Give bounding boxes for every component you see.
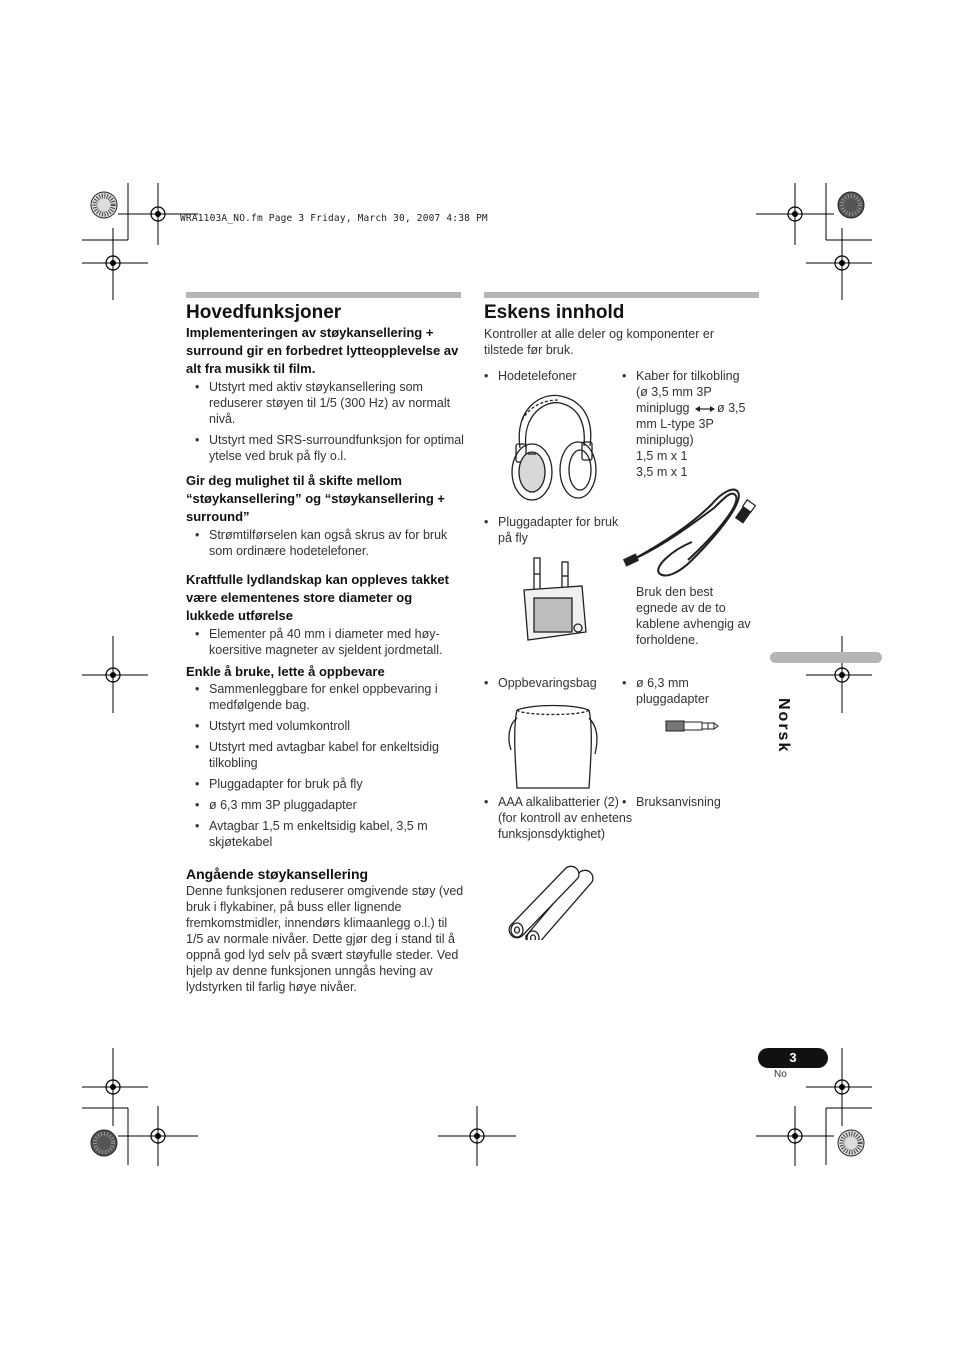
item-cable: • Kaber for tilkobling (ø 3,5 mm 3P miniplugg ø 3,5 mm L-type 3P miniplugg) 1,5 m x 1 3,5 m x 1 [622, 369, 746, 479]
item-plugadapter: • Pluggadapter for bruk på fly [484, 515, 619, 545]
list-item: • Sammenleggbare for enkel oppbevaring i medfølgende bag. [186, 681, 464, 713]
list-item: • Avtagbar 1,5 m enkeltsidig kabel, 3,5 m skjøtekabel [186, 818, 464, 850]
section-bar-right [484, 292, 759, 298]
cable-note: Bruk den best egnede av de to kablene avhengig av forholdene. [636, 585, 751, 647]
list-item: • ø 6,3 mm 3P pluggadapter [186, 797, 464, 813]
s4-heading: Enkle å bruke, lette å oppbevare [186, 664, 385, 679]
side-tab-bar [770, 652, 882, 663]
left-column [186, 324, 464, 995]
list-item: • Utstyrt med volumkontroll [186, 718, 464, 734]
file-header: WRA1103A_NO.fm Page 3 Friday, March 30, 2007 4:38 PM [180, 213, 488, 224]
section-bar-left [186, 292, 461, 298]
cable-illustration [622, 484, 762, 584]
plug63-illustration [664, 718, 720, 734]
item-manual: • Bruksanvisning [622, 795, 721, 809]
right-intro: Kontroller at alle deler og komponenter er tilstede før bruk. [484, 327, 714, 357]
item-headphones: • Hodetelefoner [484, 369, 577, 383]
headphones-illustration [502, 388, 602, 510]
s2-heading: Gir deg mulighet til å skifte mellom “støykansellering” og “støykansellering + surround” [186, 473, 446, 524]
batteries-illustration [504, 864, 604, 940]
list-item: • Pluggadapter for bruk på fly [186, 776, 464, 792]
s2-list [186, 527, 464, 559]
s1-list [186, 379, 464, 464]
plug-adapter-illustration [520, 556, 590, 646]
left-title: Hovedfunksjoner [186, 302, 342, 323]
page-number: 3 [758, 1048, 828, 1068]
item-bag: • Oppbevaringsbag [484, 676, 597, 690]
double-arrow-icon [695, 405, 715, 413]
list-item: • Strømtilførselen kan også skrus av for bruk som ordinære hodetelefoner. [186, 527, 464, 559]
list-item: • Utstyrt med SRS-surroundfunksjon for optimal ytelse ved bruk på fly o.l. [186, 432, 464, 464]
item-plug63: • ø 6,3 mm pluggadapter [622, 676, 709, 706]
s4-list [186, 681, 464, 850]
list-item: • Elementer på 40 mm i diameter med høy-koersitive magneter av sjeldent jordmetall. [186, 626, 464, 658]
s5-heading: Angående støykansellering [186, 866, 369, 882]
s3-heading: Kraftfulle lydlandskap kan oppleves takket være elementenes store diameter og lukkede utførelse [186, 572, 449, 623]
s5-body: Denne funksjonen reduserer omgivende støy (ved bruk i flykabiner, på buss eller lignende fremkomstmidler, innendørs klimaanlegg o.l.) til 1/5 av normale nivåer. Dette gjør deg i stand til å oppnå god lyd selv på svært støyfulle steder. Ved hjelp av denne funksjonen unngås heving av lydstyrken til farlig høye nivåer. [186, 884, 464, 994]
s3-list [186, 626, 464, 658]
side-tab-label: Norsk [775, 698, 792, 754]
right-title: Eskens innhold [484, 302, 625, 323]
list-item: • Utstyrt med aktiv støykansellering som reduserer støyen til 1/5 (300 Hz) av normalt nivå. [186, 379, 464, 427]
item-batteries: • AAA alkalibatterier (2) (for kontroll av enhetens funksjonsdyktighet) [484, 795, 633, 841]
list-item: • Utstyrt med avtagbar kabel for enkeltsidig tilkobling [186, 739, 464, 771]
page-lang: No [774, 1069, 787, 1080]
bag-illustration [505, 698, 605, 790]
s1-heading: Implementeringen av støykansellering + surround gir en forbedret lytteopplevelse av alt fra musikk til film. [186, 325, 459, 376]
